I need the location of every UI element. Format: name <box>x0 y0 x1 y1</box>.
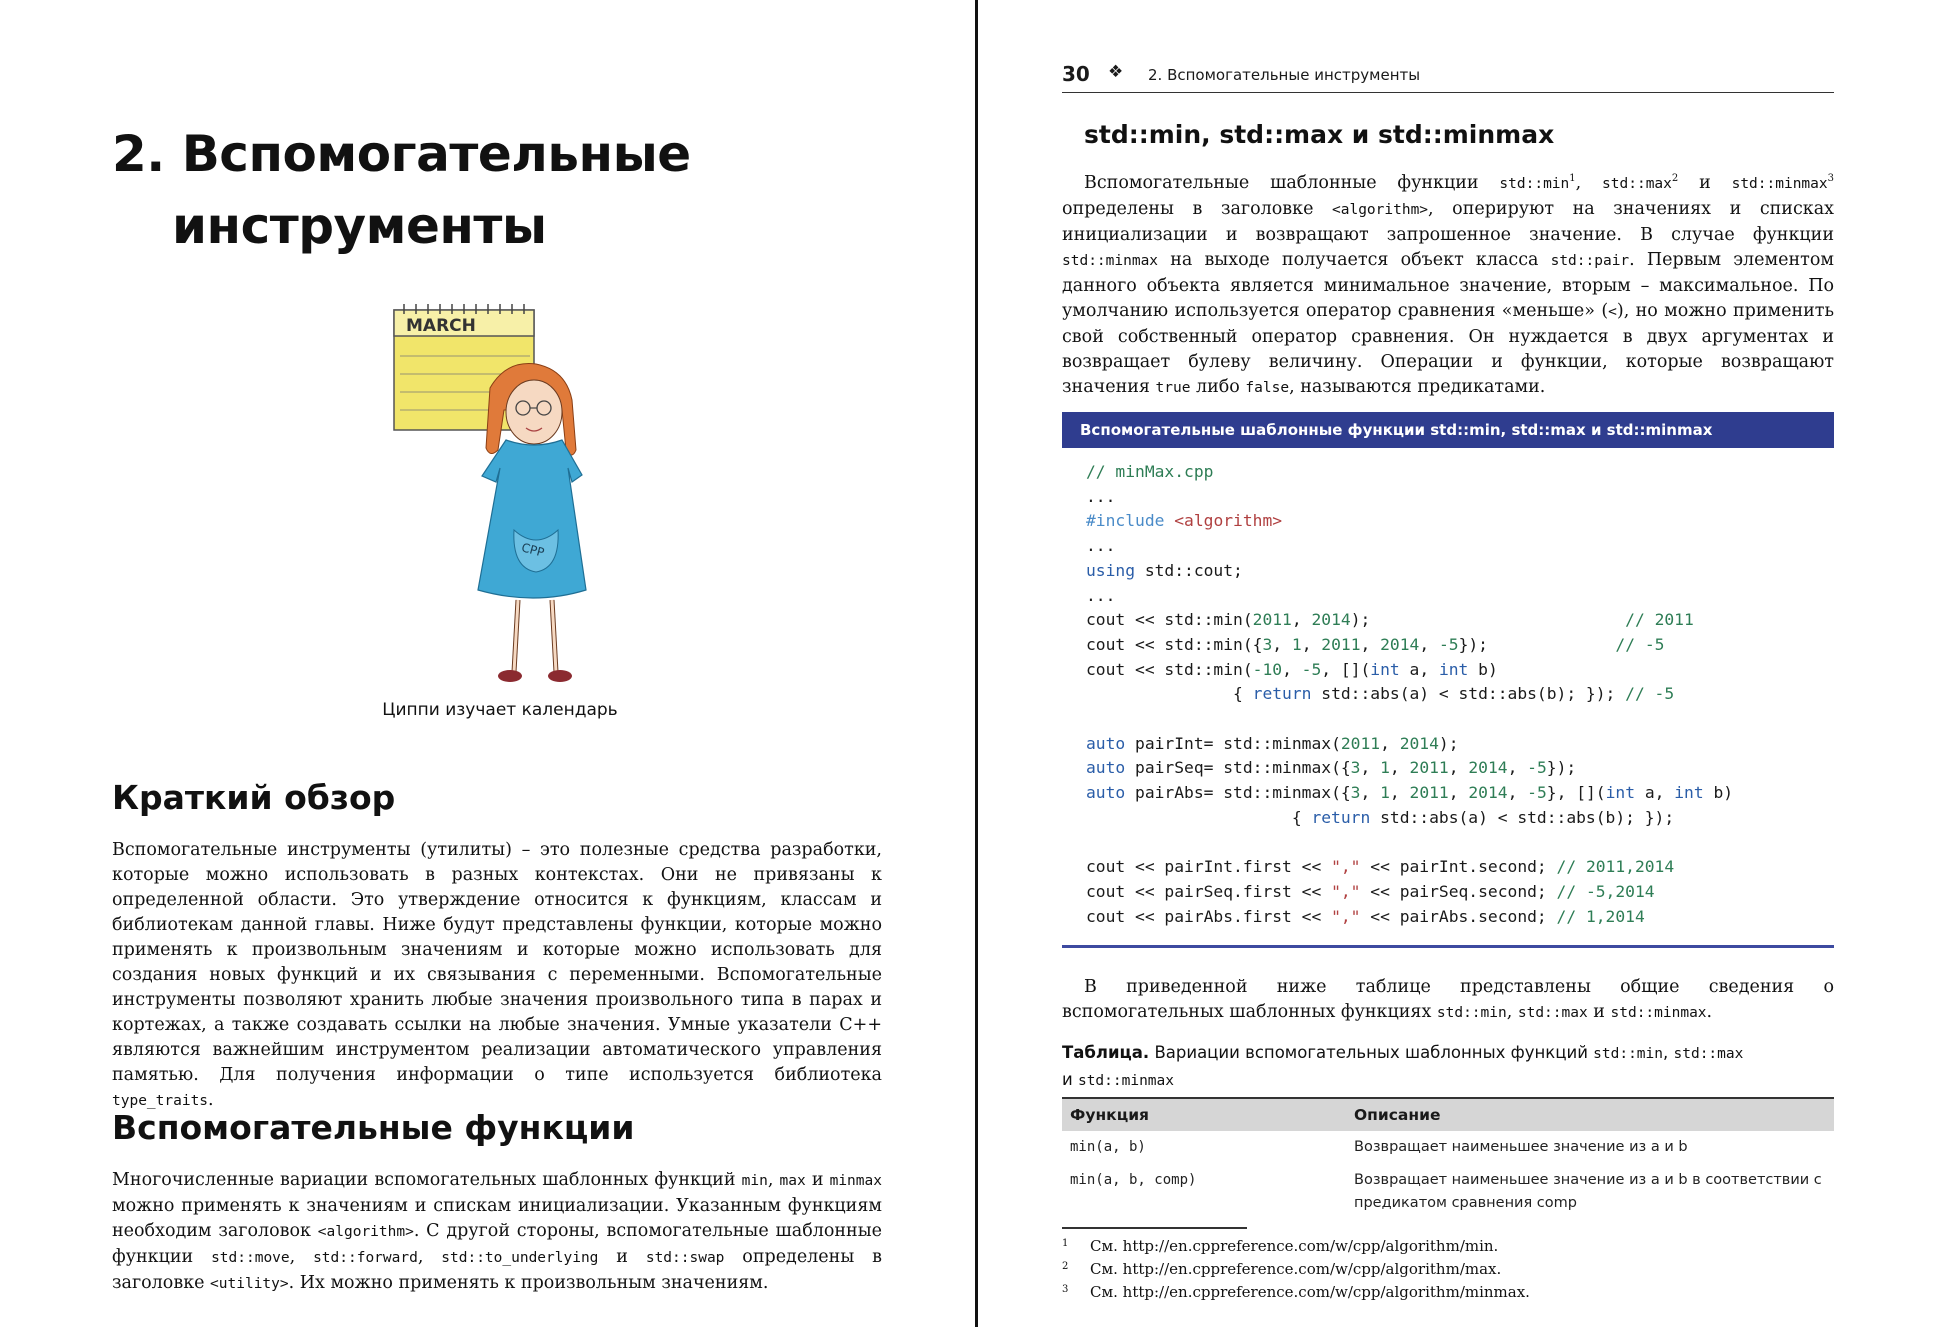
code-line: cout << std::min(2011, 2014); // 2011 <box>1086 610 1694 630</box>
page-number: 30 <box>1062 62 1090 86</box>
code-line: { return std::abs(a) < std::abs(b); }); <box>1086 807 1675 827</box>
table-header-row <box>1062 1098 1834 1131</box>
table-row <box>1062 1131 1834 1164</box>
code-line: { return std::abs(a) < std::abs(b); }); // -5 <box>1086 684 1675 704</box>
code-line: cout << std::min(-10, -5, [](int a, int b) <box>1086 659 1498 679</box>
chapter-title-line1: 2. Вспомогательные <box>112 125 691 183</box>
code-line <box>1086 831 1733 856</box>
footnote-1: 1 См. http://en.cppreference.com/w/cpp/algorithm/min. <box>1062 1237 1499 1255</box>
footnote-2: 2 См. http://en.cppreference.com/w/cpp/algorithm/max. <box>1062 1260 1502 1278</box>
code-line: using std::cout; <box>1086 560 1243 580</box>
code-line: // minMax.cpp <box>1086 462 1214 481</box>
footnote-rule <box>1062 1227 1247 1229</box>
listing-title-bar: Вспомогательные шаблонные функции std::min, std::max и std::minmax <box>1062 412 1834 448</box>
listing-bottom-rule <box>1062 945 1834 948</box>
code-line: auto pairSeq= std::minmax({3, 1, 2011, 2014, -5}); <box>1086 758 1577 778</box>
overview-paragraph <box>112 838 882 1114</box>
code-line: #include <algorithm> <box>1086 511 1283 531</box>
ornament-icon: ❖ <box>1108 62 1124 82</box>
footnote-3: 3 См. http://en.cppreference.com/w/cpp/algorithm/minmax. <box>1062 1283 1530 1301</box>
footnote-ref-3: 3 <box>1827 173 1834 184</box>
table-cell-description: Возвращает наименьшее значение из a и b в соответствии с предикатом сравнения comp <box>1354 1172 1822 1211</box>
overview-code-term: type_traits <box>112 1093 209 1109</box>
table-caption-label: Таблица. <box>1062 1043 1150 1062</box>
table-cell-function: min(a, b, comp) <box>1070 1172 1197 1188</box>
code-line <box>1086 707 1733 732</box>
footnote-ref-1: 1 <box>1569 173 1576 184</box>
code-line: cout << pairSeq.first << "," << pairSeq.second; // -5,2014 <box>1086 881 1655 901</box>
table-caption: Таблица. Вариации вспомогательных шаблонных функций std::min, std::max и std::minmax <box>1062 1043 1744 1089</box>
table-header-description: Описание <box>1346 1098 1834 1131</box>
code-line: ... <box>1086 536 1116 556</box>
functions-paragraph: Многочисленные вариации вспомогательных шаблонных функций min, max и minmax можно применять к значениям и спискам инициализации. Указанным функциям необходим заголовок <algorithm>. С другой стороны, вспомогательные шаблонные функции std::move, std::forward, std::to_underlying и std::swap определены в заголовке <utility>. Их можно применять к произвольным значениям. <box>112 1170 883 1293</box>
after-listing-paragraph: В приведенной ниже таблице представлены общие сведения о вспомогательных шаблонных функциях std::min, std::max и std::minmax. <box>1062 977 1834 1022</box>
figure-caption: Циппи изучает календарь <box>382 700 618 720</box>
table-header-function: Функция <box>1062 1098 1346 1131</box>
code-line: cout << pairInt.first << "," << pairInt.second; // 2011,2014 <box>1086 857 1675 877</box>
code-line: ... <box>1086 486 1116 506</box>
running-title: 2. Вспомогательные инструменты <box>1148 66 1421 84</box>
code-line: cout << pairAbs.first << "," << pairAbs.second; // 1,2014 <box>1086 906 1645 926</box>
section-title: std::min, std::max и std::minmax <box>1084 120 1555 149</box>
overview-end: . <box>208 1090 214 1110</box>
intro-paragraph: Вспомогательные шаблонные функции $std::\min^1$, $std::\max^2$ и std::minmax$^3$ определены в заголовке <algorithm>, оперируют на значениях и списках инициализации и возвращают запрошенное значение. В случае функции std::minmax на выходе получается объект класса std::pair. Первым элементом данного объекта является минимальное значение, вторым – максимальное. По умолчанию используется оператор сравнения «меньше» (<), но можно применить свой собственный оператор сравнения. Он нуждается в двух аргументах и возвращает булеву величину. Операции и функции, которые возвращают значения true либо false, называются предикатами. <box>1062 172 1835 397</box>
table-cell-description: Возвращает наименьшее значение из a и b <box>1354 1139 1688 1155</box>
table-row <box>1062 1164 1834 1220</box>
overview-text: Вспомогательные инструменты (утилиты) – это полезные средства разработки, которые можно использовать в разных контекстах. Они не привязаны к определенной области. Это утверждение относится к функциям, классам и библиотекам данной главы. Ниже будут представлены функции, которые можно применять к произвольным значениям и которые можно использовать для создания новых функций и их связывания с переменными. Вспомогательные инструменты позволяют хранить любые значения произвольного типа в парах и кортежах, а также создавать ссылки на любые значения. Умные указатели C++ являются важнейшим инструментом реализации автоматического управления памятью. Для получения информации о типе используется библиотека <box>112 840 882 1085</box>
calendar-month-label: MARCH <box>406 316 476 336</box>
cippi-calendar-illustration <box>386 300 606 690</box>
running-header <box>1062 60 1834 93</box>
code-line: auto pairInt= std::minmax(2011, 2014); <box>1086 733 1459 753</box>
footnote-ref-2: 2 <box>1671 173 1679 184</box>
functions-heading: Вспомогательные функции <box>112 1108 635 1147</box>
code-line: ... <box>1086 585 1116 605</box>
table-cell-function: min(a, b) <box>1070 1139 1146 1155</box>
overview-heading: Краткий обзор <box>112 778 396 817</box>
cpp-pocket-label: CPP <box>519 540 546 560</box>
chapter-title <box>112 118 691 262</box>
code-line: cout << std::min({3, 1, 2011, 2014, -5}); // -5 <box>1086 634 1665 654</box>
functions-table <box>1062 1097 1834 1220</box>
code-listing <box>1086 460 1733 929</box>
code-line: auto pairAbs= std::minmax({3, 1, 2011, 2014, -5}, [](int a, int b) <box>1086 783 1734 803</box>
page-gutter-divider <box>975 0 978 1327</box>
chapter-title-line2: инструменты <box>172 197 547 255</box>
